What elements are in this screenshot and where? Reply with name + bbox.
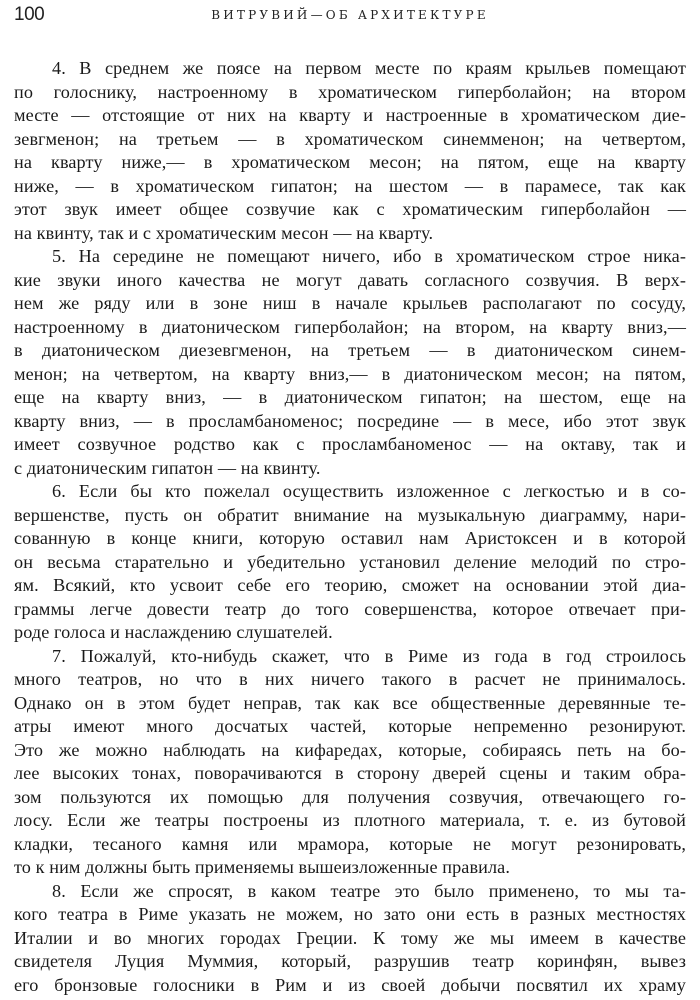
text-line: 4. В среднем же поясе на первом месте по краям крыльев помещают <box>52 58 686 78</box>
text-line: 6. Если бы кто пожелал осуществить изложенное с легкостью и в со- <box>52 481 686 501</box>
text-line: Италии и во многих городах Греции. К тому же мы имеем в качестве <box>14 927 686 948</box>
text-line: месте — отстоящие от них на кварту и настроенные в хроматическом дие- <box>14 105 686 125</box>
paragraph-5 <box>14 245 686 480</box>
text-line: имеет созвучное родство как с просламбаноменос — на октаву, так и <box>14 434 686 454</box>
text-line: 7. Пожалуй, кто-нибудь скажет, что в Риме из года в год строилось <box>52 645 686 666</box>
text-line: сованную в конце книги, которую оставил нам Аристоксен и в которой <box>14 528 686 548</box>
text-line: нем же ряду или в зоне ниш в начале крыльев располагают по сосуду, <box>14 293 686 313</box>
text-line: еще на кварту вниз, — в диатоническом гипатон; на шестом, еще на <box>14 387 686 407</box>
text-line: лосу. Если же театры построены из плотного материала, т. е. из бутовой <box>14 810 686 830</box>
text-line: кого театра в Риме указать не можем, но зато они есть в разных местностях <box>14 904 686 924</box>
text-line: зевгменон; на третьем — в хроматическом синемменон; на четвертом, <box>14 128 686 149</box>
paragraph-4 <box>14 57 686 245</box>
text-line: настроенному в диатоническом гиперболайон; на втором, на кварту вниз,— <box>14 316 686 337</box>
text-line: менон; на четвертом, на кварту вниз,— в диатоническом месон; на пятом, <box>14 363 686 384</box>
text-line: кладки, тесаного камня или мрамора, которые не могут резонировать, <box>14 833 686 854</box>
text-line: ниже, — в хроматическом гипатон; на шестом — в парамесе, так как <box>14 175 686 196</box>
text-line: он весьма старательно и убедительно установил деление мелодий по стро- <box>14 551 686 572</box>
text-line: 8. Если же спросят, в каком театре это было применено, то мы та- <box>52 880 686 901</box>
text-line: 5. На середине не помещают ничего, ибо в хроматическом строе ника- <box>52 246 686 266</box>
text-line: его бронзовые голосники в Рим и из своей добычи посвятил их храму <box>14 974 686 995</box>
text-line: с диатоническим гипатон — на квинту. <box>14 457 321 478</box>
text-line: в диатоническом диезевгменон, на третьем — в диатоническом синем- <box>14 340 686 360</box>
text-line: много театров, но что в них ничего такого в расчет не принималось. <box>14 669 686 689</box>
page-number: 100 <box>14 4 45 25</box>
text-line: роде голоса и наслаждению слушателей. <box>14 622 333 642</box>
text-line: граммы легче довести театр до того совершенства, которое отвечает при- <box>14 598 686 619</box>
page-header <box>14 4 686 28</box>
text-line: свидетеля Луция Муммия, который, разрушив театр коринфян, вывез <box>14 951 686 971</box>
body-text <box>14 57 686 997</box>
paragraph-7 <box>14 645 686 880</box>
text-line: кварту вниз, — в просламбаноменос; посредине — в месе, ибо этот звук <box>14 410 686 431</box>
paragraph-8 <box>14 880 686 998</box>
text-line: атры имеют много досчатых частей, которые непременно резонируют. <box>14 716 686 736</box>
text-line: зом пользуются их помощью для получения созвучия, отвечающего го- <box>14 786 686 807</box>
text-line: на квинту, так и с хроматическим месон — на кварту. <box>14 222 434 243</box>
text-line: вершенстве, пусть он обратит внимание на музыкальную диаграмму, нари- <box>14 504 686 525</box>
text-line: ям. Всякий, кто усвоит себе его теорию, сможет на основании этой диа- <box>14 575 686 595</box>
text-line: Однако он в этом будет неправ, так как все общественные деревянные те- <box>14 692 686 713</box>
text-line: Это же можно наблюдать на кифаредах, которые, собираясь петь на бо- <box>14 739 686 760</box>
text-line: лее высоких тонах, поворачиваются в сторону дверей сцены и таким обра- <box>14 763 686 783</box>
running-title: ВИТРУВИЙ—ОБ АРХИТЕКТУРЕ <box>211 8 489 22</box>
text-line: кие звуки иного качества не могут давать согласного созвучия. В верх- <box>14 269 686 290</box>
text-line: на кварту ниже,— в хроматическом месон; на пятом, еще на кварту <box>14 152 686 172</box>
text-line: по голоснику, настроенному в хроматическом гиперболайон; на втором <box>14 81 686 102</box>
text-line: то к ним должны быть применяемы вышеизложенные правила. <box>14 857 510 877</box>
text-line: этот звук имеет общее созвучие как с хроматическим гиперболайон — <box>14 199 686 219</box>
paragraph-6 <box>14 480 686 645</box>
